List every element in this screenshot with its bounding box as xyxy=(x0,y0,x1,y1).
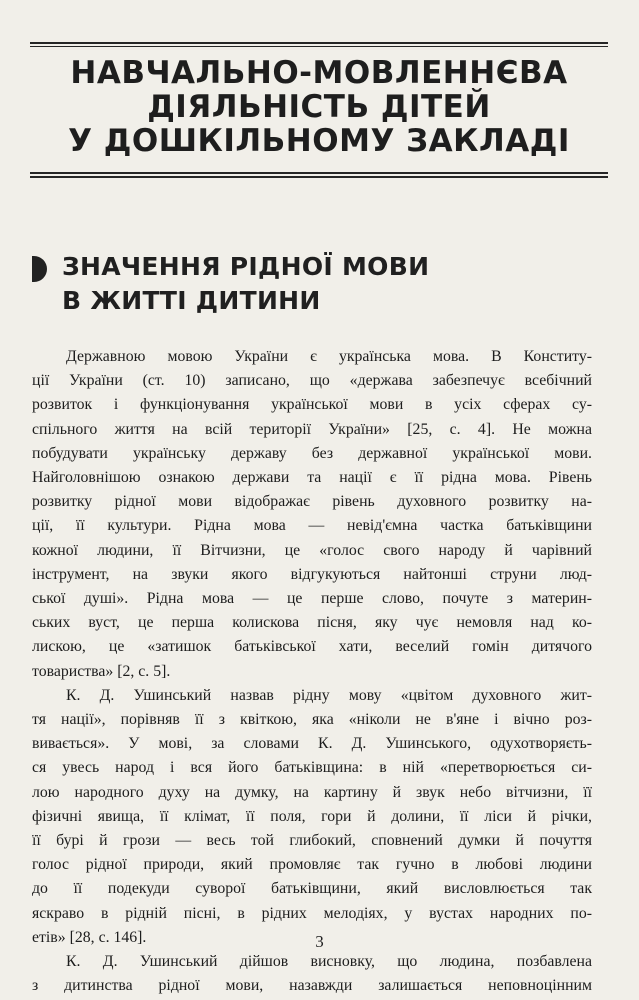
chapter-title xyxy=(30,56,608,158)
text-line: Державною мовою України є українська мова. В Конститу- xyxy=(66,348,592,365)
text-line: з дитинства рідної мови, назавжди залишається неповноцінним xyxy=(32,977,592,995)
rule-line xyxy=(30,46,608,47)
text-line: ських вуст, це перша колискова пісня, яку чує немовля над ко- xyxy=(32,614,592,632)
text-line: Найголовнішою ознакою держави та нації є її рідна мова. Рівень xyxy=(32,469,592,487)
chapter-title-line: У ДОШКІЛЬНОМУ ЗАКЛАДІ xyxy=(68,123,570,159)
text-line: лискою, це «затишок батьківської хати, веселий гомін дитячого xyxy=(32,638,592,656)
rule-line xyxy=(30,176,608,178)
text-line: ської душі». Рідна мова — це перше слово, почуте з материн- xyxy=(32,590,592,608)
chapter-title-line: ДІЯЛЬНІСТЬ ДІТЕЙ xyxy=(147,89,491,125)
chapter-title-line: НАВЧАЛЬНО-МОВЛЕННЄВА xyxy=(70,55,568,91)
section-title-line: В ЖИТТІ ДИТИНИ xyxy=(62,286,321,315)
text-line: розвиток і функціонування української мови в усіх сферах су- xyxy=(32,396,592,414)
rule-line xyxy=(30,172,608,174)
text-line: спільного життя на всій території України» [25, с. 4]. Не можна xyxy=(32,420,592,438)
text-line: тя нації», порівняв її з квіткою, яка «ніколи не в'яне і вічно роз- xyxy=(32,711,592,729)
bottom-double-rule xyxy=(30,172,608,180)
section-title-line: ЗНАЧЕННЯ РІДНОЇ МОВИ xyxy=(62,252,430,281)
text-line: ся увесь народ і вся його батьківщина: в ній «перетворюється си- xyxy=(32,759,592,777)
body-text xyxy=(32,345,592,998)
text-line: лою народного духу на думку, на картину й звук небо вітчизни, її xyxy=(32,783,592,801)
text-line: кожної людини, її Вітчизни, це «голос свого народу й чарівний xyxy=(32,541,592,559)
text-line: К. Д. Ушинський назвав рідну мову «цвітом духовного жит- xyxy=(66,686,592,704)
text-line: етів» [28, с. 146]. xyxy=(32,928,147,946)
text-line: голос рідної природи, який промовляє так гучно в любові людини xyxy=(32,856,592,874)
text-line: товариства» [2, с. 5]. xyxy=(32,662,171,680)
page-number: 3 xyxy=(315,932,324,951)
text-line: вивається». У мові, за словами К. Д. Ушинського, одухотворяєть- xyxy=(32,735,592,753)
text-line: інструмент, на звуки якого відгукуються найтонші струни люд- xyxy=(32,565,592,583)
text-line: ції України (ст. 10) записано, що «держава забезпечує всебічний xyxy=(32,372,592,390)
rule-line xyxy=(30,42,608,44)
section-bullet-icon xyxy=(32,256,47,282)
text-line: побудувати українську державу без державної української мови. xyxy=(32,444,592,462)
section-title xyxy=(62,250,429,318)
text-line: ції, її культури. Рідна мова — невід'ємна частка батьківщини xyxy=(32,517,592,535)
text-line: до її подекуди суворої батьківщини, який висловлюється так xyxy=(32,880,592,898)
text-line: фізичні явища, її клімат, її поля, гори й долини, її ліси й річки, xyxy=(32,807,592,825)
top-double-rule xyxy=(30,42,608,49)
text-line: розвитку рідної мови відображає рівень духовного розвитку на- xyxy=(32,493,592,511)
text-line: її бурі й грози — весь той глибокий, сповнений думки й почуття xyxy=(32,832,592,850)
text-line: К. Д. Ушинський дійшов висновку, що людина, позбавлена xyxy=(66,953,592,971)
text-line: яскраво в рідній пісні, в рідних мелодіях, у вустах народних по- xyxy=(32,904,592,922)
